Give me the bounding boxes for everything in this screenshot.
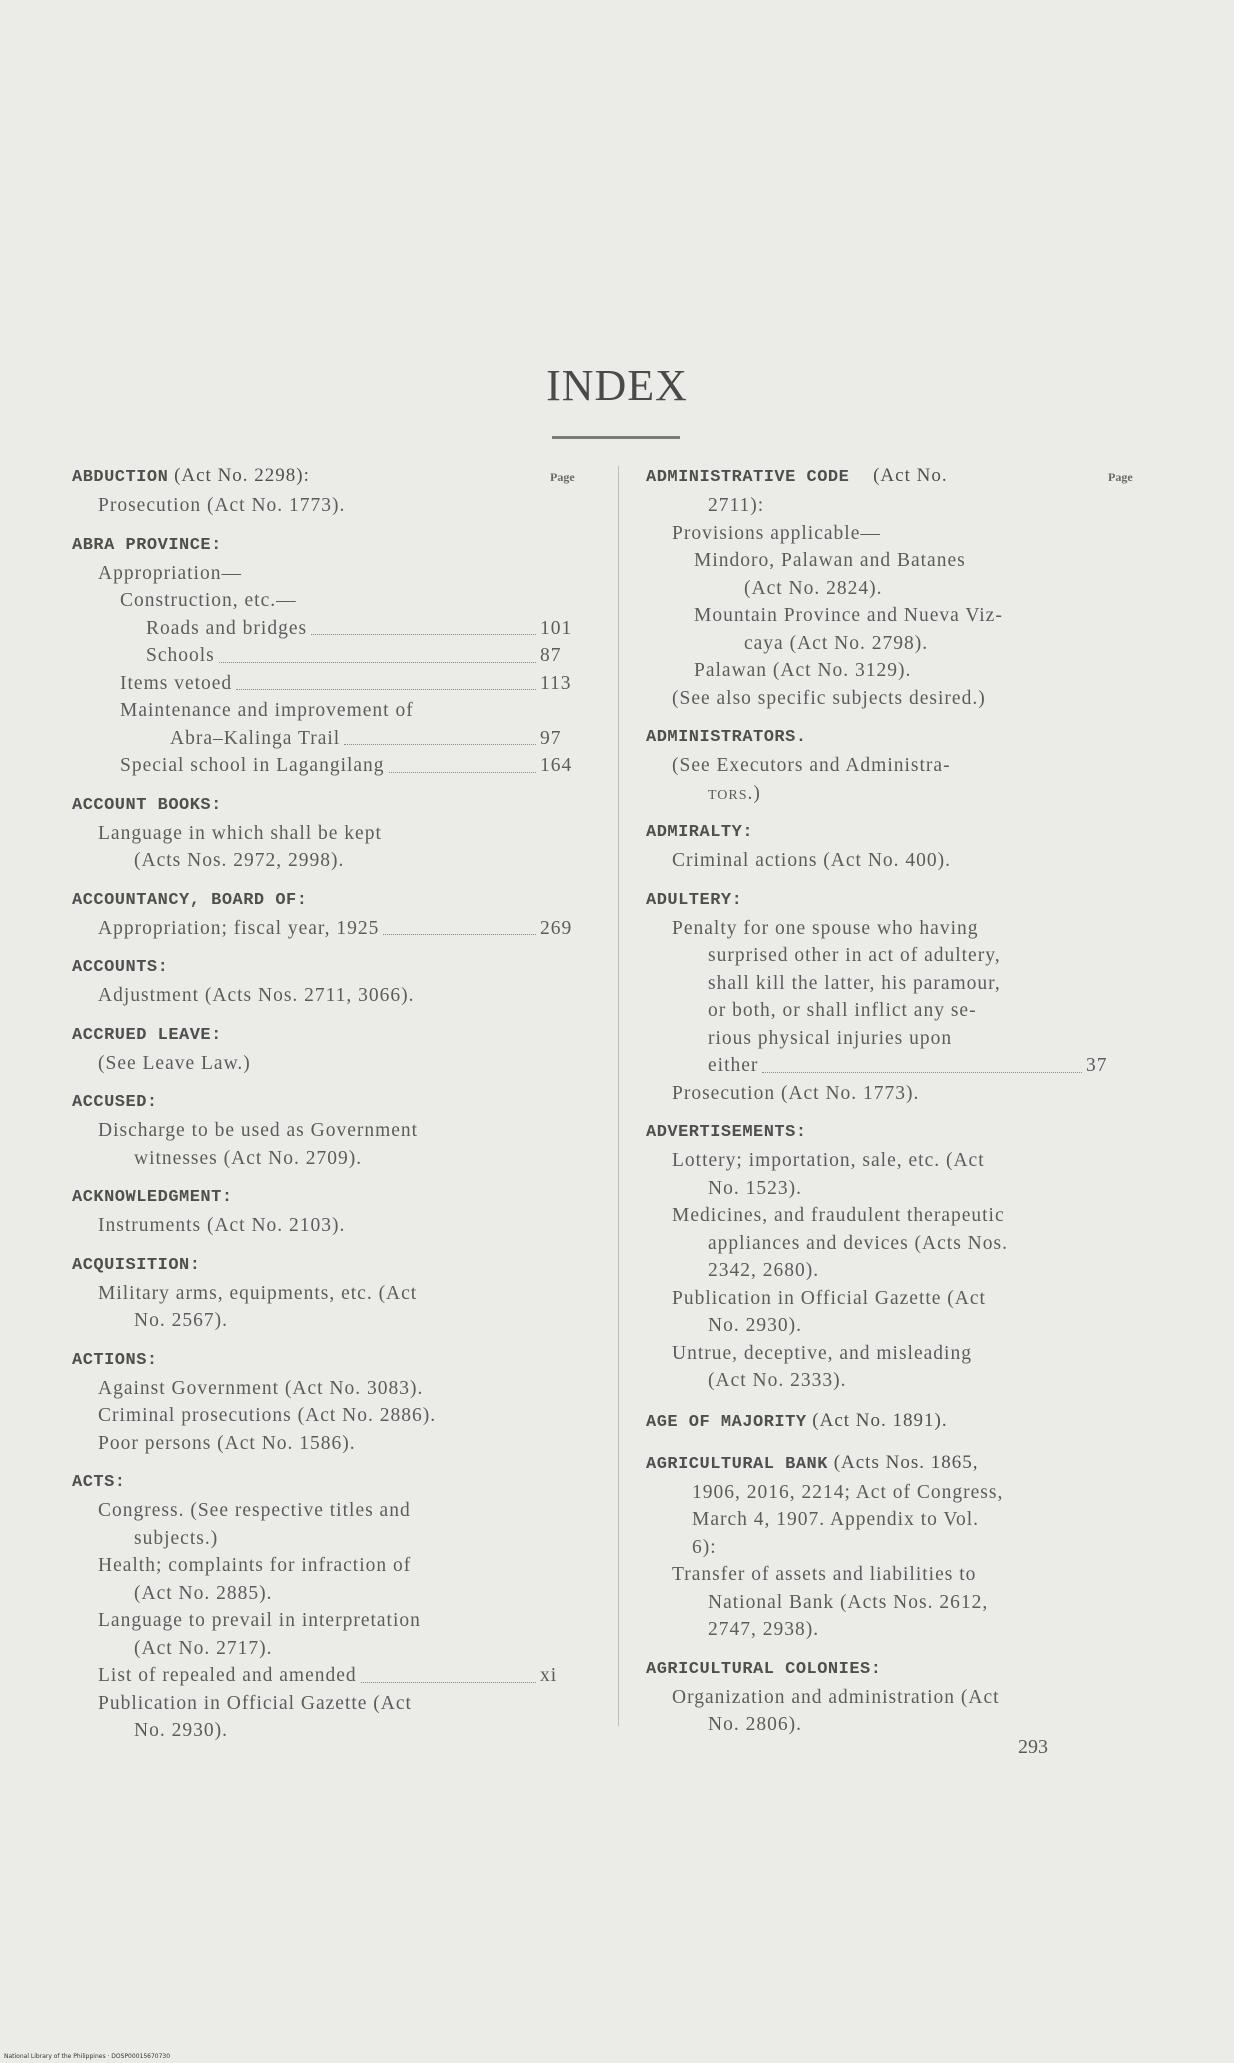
heading-term: ACCOUNTANCY, BOARD OF: [72, 890, 308, 910]
heading-term: ACCRUED LEAVE: [72, 1025, 222, 1045]
line-text: Transfer of assets and liabilities to [672, 1564, 977, 1585]
entry-heading [72, 462, 592, 492]
heading-reference: (Act No. [867, 465, 948, 486]
line-text: Appropriation— [98, 562, 242, 584]
entry-line [72, 1607, 592, 1635]
page-reference: 87 [540, 645, 562, 666]
entry-line [72, 1402, 592, 1430]
column-divider [618, 466, 619, 1726]
entry-line [646, 685, 1156, 713]
heading-term: ABRA PROVINCE: [72, 535, 222, 555]
line-text: (Act No. 2824). [744, 577, 883, 599]
entry-line [72, 1580, 592, 1608]
entry-line [72, 1525, 592, 1553]
entry-line [72, 915, 592, 943]
entry-line [646, 492, 1156, 520]
entry-line [72, 587, 592, 615]
index-entry [72, 1252, 592, 1335]
line-text: 2747, 2938). [708, 1619, 820, 1640]
heading-reference: (Acts Nos. 1865, [827, 1451, 979, 1473]
line-text: appliances and devices (Acts Nos. [708, 1232, 1008, 1254]
line-text: Organization and administration (Act [672, 1686, 1000, 1708]
line-text: Discharge to be used as Government [98, 1120, 419, 1141]
line-text: Mindoro, Palawan and Batanes [694, 550, 966, 571]
line-text: Construction, etc.— [120, 590, 297, 611]
entry-line [72, 725, 592, 753]
entry-line [72, 752, 592, 780]
heading-term: ADULTERY: [646, 890, 743, 910]
line-text: Criminal prosecutions (Act No. 2886). [98, 1405, 437, 1426]
entry-heading [72, 532, 592, 560]
line-text: witnesses (Act No. 2709). [134, 1147, 363, 1169]
line-text: Abra–Kalinga Trail [170, 727, 341, 749]
line-text: Maintenance and improvement of [120, 700, 414, 721]
heading-term: AGE OF MAJORITY [646, 1412, 807, 1432]
line-text: No. 2930). [134, 1720, 228, 1741]
right-column [646, 462, 1156, 1751]
line-text: Penalty for one spouse who having [672, 917, 979, 939]
page-reference: xi [540, 1665, 558, 1686]
line-text: Mountain Province and Nueva Viz- [694, 605, 1003, 626]
heading-term: ACKNOWLEDGMENT: [72, 1188, 233, 1207]
line-text: Publication in Official Gazette (Act [672, 1287, 986, 1309]
line-text: Untrue, deceptive, and misleading [672, 1342, 972, 1364]
entry-line [72, 847, 592, 875]
index-entry [72, 532, 592, 780]
entry-line [72, 1635, 592, 1663]
entry-line [646, 547, 1156, 575]
right-entries [646, 462, 1156, 1739]
entry-line [72, 560, 592, 588]
line-text: 2342, 2680). [708, 1260, 820, 1281]
entry-line [646, 1684, 1156, 1712]
heading-term: ACTIONS: [72, 1350, 158, 1370]
heading-reference: (Act No. 2298): [168, 465, 310, 486]
line-text: List of repealed and amended [98, 1665, 357, 1686]
heading-term: ACQUISITION: [72, 1255, 201, 1275]
entry-line [646, 752, 1156, 780]
entry-heading [646, 1119, 1156, 1147]
page-column-header: Page [550, 470, 575, 484]
line-text: Military arms, equipments, etc. (Act [98, 1282, 418, 1304]
heading-term: ACCUSED: [72, 1093, 158, 1112]
entry-line [72, 642, 592, 670]
page-title: INDEX [546, 361, 688, 410]
line-text: No. 1523). [708, 1177, 802, 1199]
line-text: Poor persons (Act No. 1586). [98, 1432, 356, 1454]
entry-heading [72, 792, 592, 820]
line-text: tors.) [708, 782, 761, 804]
entry-line [646, 1367, 1156, 1395]
entry-line [646, 847, 1156, 875]
heading-term: ACCOUNT BOOKS: [72, 795, 222, 815]
dot-leader [236, 689, 536, 690]
index-entry [646, 887, 1156, 1108]
line-text: Health; complaints for infraction of [98, 1555, 412, 1576]
index-entry [72, 1089, 592, 1172]
line-text: Prosecution (Act No. 1773). [672, 1082, 920, 1104]
entry-line [646, 1616, 1156, 1644]
entry-line [646, 1561, 1156, 1589]
entry-line [646, 1312, 1156, 1340]
line-text: Criminal actions (Act No. 400). [672, 850, 952, 871]
entry-line [72, 670, 592, 698]
line-text: No. 2806). [708, 1714, 802, 1735]
entry-heading [646, 724, 1156, 752]
entry-heading [646, 1656, 1156, 1684]
line-text: (Act No. 2333). [708, 1370, 847, 1391]
index-entry [646, 1119, 1156, 1395]
heading-term: ADMINISTRATORS. [646, 728, 807, 747]
entry-line [646, 1025, 1156, 1053]
dot-leader [383, 934, 536, 935]
line-text: March 4, 1907. Appendix to Vol. [692, 1509, 980, 1530]
heading-term: ADMIRALTY: [646, 823, 754, 842]
dot-leader [311, 634, 536, 635]
entry-line [646, 1230, 1156, 1258]
index-entry [646, 1656, 1156, 1739]
line-text: rious physical injuries upon [708, 1027, 953, 1049]
line-text: Language in which shall be kept [98, 822, 382, 844]
entry-line [72, 1375, 592, 1403]
heading-term: AGRICULTURAL BANK [646, 1454, 828, 1474]
entry-line [646, 1711, 1156, 1739]
entry-line [646, 1285, 1156, 1313]
entry-line [72, 1050, 592, 1078]
entry-line [72, 1717, 592, 1745]
index-entry [646, 819, 1156, 875]
title-rule [552, 436, 680, 439]
entry-line [646, 1080, 1156, 1108]
line-text: 2711): [708, 495, 765, 516]
entry-heading [72, 887, 592, 915]
entry-line [646, 1479, 1156, 1507]
line-text: Instruments (Act No. 2103). [98, 1215, 346, 1236]
entry-heading [72, 1184, 592, 1212]
page-reference: 101 [540, 617, 573, 639]
line-text: Congress. (See respective titles and [98, 1500, 411, 1521]
line-text: caya (Act No. 2798). [744, 632, 929, 654]
line-text: (Act No. 2717). [134, 1637, 273, 1659]
line-text: (Act No. 2885). [134, 1582, 273, 1604]
index-entry [72, 1184, 592, 1240]
line-text: No. 2930). [708, 1315, 802, 1336]
dot-leader [361, 1682, 536, 1683]
heading-reference: (Act No. 1891). [806, 1409, 948, 1431]
index-entry [72, 462, 592, 520]
index-entry [646, 462, 1156, 712]
entry-line [646, 1147, 1156, 1175]
entry-heading [646, 887, 1156, 915]
line-text: Against Government (Act No. 3083). [98, 1377, 424, 1399]
scan-credit: National Library of the Philippines · DOSP00015670730 [4, 2053, 171, 2060]
entry-line [72, 1145, 592, 1173]
line-text: shall kill the latter, his paramour, [708, 972, 1001, 994]
entry-heading [646, 1449, 1156, 1479]
entry-heading [646, 819, 1156, 847]
index-entry [646, 724, 1156, 807]
heading-term: ADVERTISEMENTS: [646, 1123, 807, 1142]
page-reference: 269 [540, 917, 573, 939]
entry-line [72, 697, 592, 725]
index-entry [72, 1469, 592, 1745]
entry-line [646, 1340, 1156, 1368]
entry-line [72, 1212, 592, 1240]
index-entry [72, 1347, 592, 1458]
line-text: Lottery; importation, sale, etc. (Act [672, 1150, 985, 1171]
entry-line [646, 942, 1156, 970]
entry-line [646, 1175, 1156, 1203]
line-text: Medicines, and fraudulent therapeutic [672, 1205, 1005, 1226]
entry-line [646, 1534, 1156, 1562]
line-text: National Bank (Acts Nos. 2612, [708, 1591, 989, 1613]
entry-heading [646, 462, 1156, 492]
entry-line [72, 1307, 592, 1335]
entry-heading [72, 1469, 592, 1497]
index-entry [72, 954, 592, 1010]
line-text: Special school in Lagangilang [120, 755, 385, 776]
entry-line [646, 657, 1156, 685]
left-entries [72, 462, 592, 1745]
index-entry [646, 1449, 1156, 1644]
heading-term: AGRICULTURAL COLONIES: [646, 1659, 882, 1679]
entry-line [646, 1589, 1156, 1617]
page-reference: 113 [540, 672, 572, 694]
line-text: No. 2567). [134, 1310, 228, 1331]
index-entry [72, 792, 592, 875]
heading-term: ADMINISTRATIVE CODE [646, 468, 850, 487]
entry-line [72, 1117, 592, 1145]
entry-line [646, 997, 1156, 1025]
page-reference: 97 [540, 727, 562, 749]
entry-heading [646, 1407, 1156, 1437]
line-text: Palawan (Act No. 3129). [694, 660, 912, 681]
entry-line [646, 1052, 1156, 1080]
dot-leader [344, 744, 536, 745]
entry-line [646, 1506, 1156, 1534]
line-text: Publication in Official Gazette (Act [98, 1692, 412, 1714]
line-text: 1906, 2016, 2214; Act of Congress, [692, 1481, 1004, 1503]
entry-line [646, 630, 1156, 658]
line-text: 6): [692, 1536, 717, 1558]
page-reference: 164 [540, 755, 573, 776]
entry-heading [72, 1347, 592, 1375]
entry-line [646, 780, 1156, 808]
heading-term: ACTS: [72, 1473, 126, 1492]
dot-leader [219, 662, 536, 663]
dot-leader [389, 772, 536, 773]
entry-heading [72, 1022, 592, 1050]
line-text: Adjustment (Acts Nos. 2711, 3066). [98, 985, 415, 1006]
line-text: (Acts Nos. 2972, 2998). [134, 850, 345, 871]
entry-heading [72, 954, 592, 982]
entry-line [646, 1202, 1156, 1230]
line-text: Appropriation; fiscal year, 1925 [98, 917, 380, 939]
line-text: surprised other in act of adultery, [708, 945, 1001, 966]
page-number: 293 [1018, 1736, 1048, 1758]
line-text: (See Leave Law.) [98, 1052, 251, 1074]
line-text: Prosecution (Act No. 1773). [98, 495, 346, 516]
index-entry [72, 887, 592, 943]
page-column-header: Page [1108, 470, 1133, 484]
line-text: either [708, 1055, 759, 1076]
entry-line [72, 492, 592, 520]
line-text: Schools [146, 645, 215, 666]
entry-heading [72, 1252, 592, 1280]
entry-line [646, 520, 1156, 548]
dot-leader [762, 1072, 1082, 1073]
entry-line [72, 1430, 592, 1458]
heading-term: ACCOUNTS: [72, 958, 169, 977]
entry-line [72, 982, 592, 1010]
index-entry [646, 1407, 1156, 1437]
line-text: Language to prevail in interpretation [98, 1610, 421, 1631]
line-text: Roads and bridges [146, 617, 308, 639]
entry-line [646, 915, 1156, 943]
entry-line [72, 1662, 592, 1690]
entry-line [72, 1690, 592, 1718]
entry-line [72, 1552, 592, 1580]
line-text: (See Executors and Administra- [672, 755, 951, 776]
left-column [72, 462, 592, 1757]
line-text: subjects.) [134, 1527, 219, 1549]
entry-line [72, 1497, 592, 1525]
line-text: (See also specific subjects desired.) [672, 687, 986, 709]
entry-line [646, 1257, 1156, 1285]
line-text: Items vetoed [120, 672, 233, 694]
entry-line [646, 602, 1156, 630]
page-reference: 37 [1086, 1055, 1108, 1076]
entry-line [72, 615, 592, 643]
entry-line [72, 820, 592, 848]
entry-line [72, 1280, 592, 1308]
line-text: Provisions applicable— [672, 522, 881, 544]
entry-line [646, 970, 1156, 998]
line-text: or both, or shall inflict any se- [708, 1000, 977, 1021]
entry-line [646, 575, 1156, 603]
index-entry [72, 1022, 592, 1078]
entry-heading [72, 1089, 592, 1117]
heading-term: ABDUCTION [72, 468, 169, 487]
